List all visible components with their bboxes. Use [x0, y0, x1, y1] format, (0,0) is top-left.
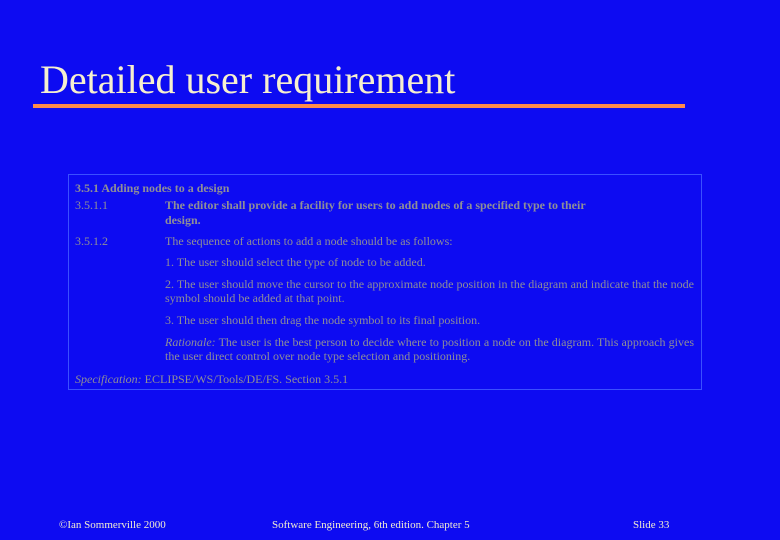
rationale-paragraph — [165, 335, 694, 363]
specification-line — [75, 372, 348, 386]
step-2: 2. The user should move the cursor to the approximate node position in the diagram and indicate that the node symbol should be added at that point. — [165, 277, 694, 305]
requirement-statement-line2: design. — [165, 213, 201, 227]
footer-copyright: ©Ian Sommerville 2000 — [59, 519, 166, 531]
step-1: 1. The user should select the type of node to be added. — [165, 255, 426, 269]
rationale-text: The user is the best person to decide where to position a node on the diagram. This approach gives the user direct control over node type selection and positioning. — [165, 335, 694, 363]
slide-title: Detailed user requirement — [40, 57, 456, 102]
detail-intro: The sequence of actions to add a node should be as follows: — [165, 234, 453, 248]
detail-number: 3.5.1.2 — [75, 234, 108, 248]
title-underline — [33, 104, 685, 108]
footer-slide-number: Slide 33 — [633, 519, 670, 531]
requirement-number: 3.5.1.1 — [75, 198, 108, 212]
specification-label: Specification: — [75, 372, 142, 386]
section-heading: 3.5.1 Adding nodes to a design — [75, 181, 230, 195]
rationale-label: Rationale: — [165, 335, 216, 349]
specification-text: ECLIPSE/WS/Tools/DE/FS. Section 3.5.1 — [141, 372, 349, 386]
step-3: 3. The user should then drag the node symbol to its final position. — [165, 313, 481, 327]
requirement-statement-line1: The editor shall provide a facility for users to add nodes of a specified type to their — [165, 198, 586, 212]
footer-book: Software Engineering, 6th edition. Chapter 5 — [272, 519, 470, 531]
